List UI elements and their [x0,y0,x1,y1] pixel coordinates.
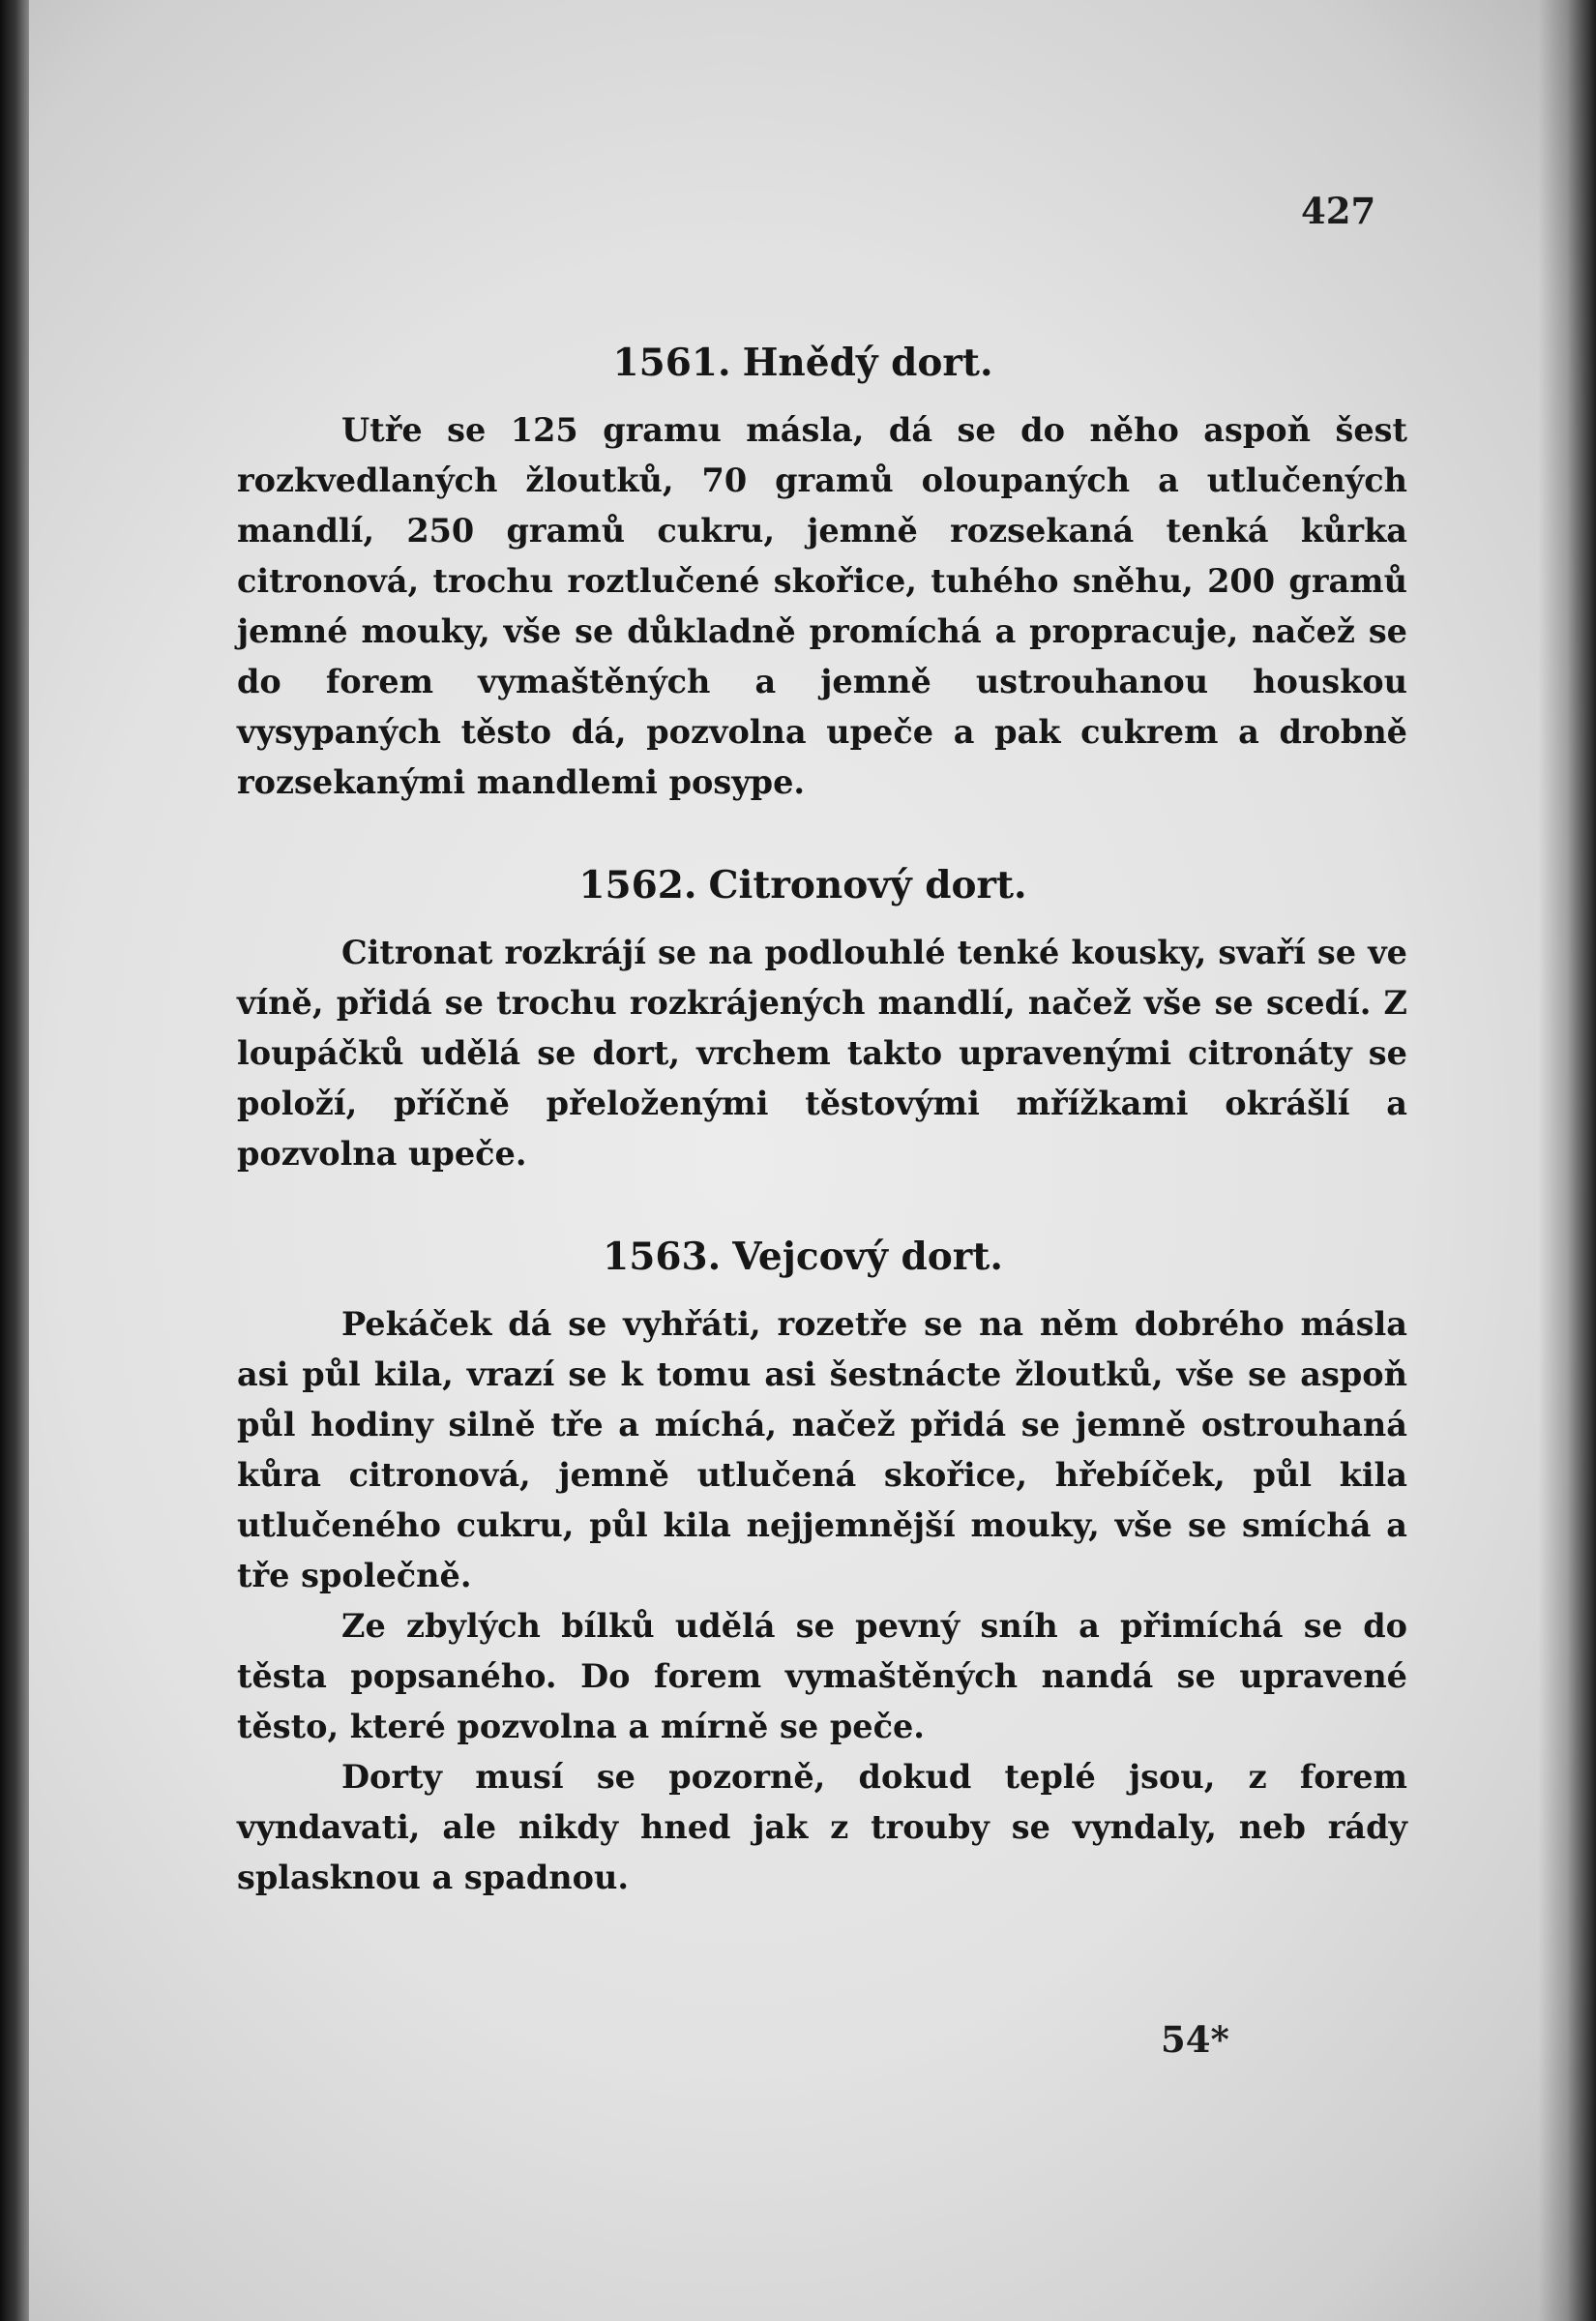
scan-right-shadow [1538,0,1596,2321]
recipe-paragraph: Ze zbylých bílků udělá se pevný sníh a přimíchá se do těsta popsaného. Do forem vymaštěných nandá se upravené těsto, které pozvolna a mírně se peče. [237,1607,1407,1745]
recipe-number: 1562. [578,863,697,908]
recipe-number: 1561. [612,341,731,385]
scan-left-edge [0,0,29,2321]
recipe-paragraph: Pekáček dá se vyhřáti, rozetře se na něm dobrého másla asi půl kila, vrazí se k tomu asi šestnácte žloutků, vše se aspoň půl hodiny silně tře a míchá, načež přidá se jemně ostrouhaná kůra citronová, jemně utlučená skořice, hřebíček, půl kila utlučeného cukru, půl kila nejjemnější mouky, vše se smíchá a tře společně. [237,1305,1407,1594]
recipe-heading [237,856,1407,914]
recipe-number: 1563. [603,1235,722,1279]
recipe-heading [237,1228,1407,1286]
recipe-heading [237,334,1407,392]
recipe-title: Vejcový dort. [732,1235,1003,1279]
recipe-paragraph: Dorty musí se pozorně, dokud teplé jsou, z forem vyndavati, ale nikdy hned jak z trouby se vyndaly, neb rády splasknou a spadnou. [237,1758,1407,1896]
recipe-section [237,1228,1407,1903]
recipe-section [237,856,1407,1179]
signature-mark: 54* [1161,2018,1229,2061]
page-content [237,334,1407,1951]
page-number: 427 [1301,190,1376,232]
recipe-section [237,334,1407,808]
recipe-paragraph: Citronat rozkrájí se na podlouhlé tenké kousky, svaří se ve víně, přidá se trochu rozkrájených mandlí, načež vše se scedí. Z loupáčků udělá se dort, vrchem takto upravenými citronáty se položí, příčně přeloženými těstovými mřížkami okrášlí a pozvolna upeče. [237,934,1407,1173]
recipe-paragraph: Utře se 125 gramu másla, dá se do něho aspoň šest rozkvedlaných žloutků, 70 gramů oloupaných a utlučených mandlí, 250 gramů cukru, jemně rozsekaná tenká kůrka citronová, trochu roztlučené skořice, tuhého sněhu, 200 gramů jemné mouky, vše se důkladně promíchá a propracuje, načež se do forem vymaštěných a jemně ustrouhanou houskou vysypaných těsto dá, pozvolna upeče a pak cukrem a drobně rozsekanými mandlemi posype. [237,411,1407,801]
recipe-title: Hnědý dort. [742,341,993,385]
recipe-title: Citronový dort. [708,863,1027,908]
